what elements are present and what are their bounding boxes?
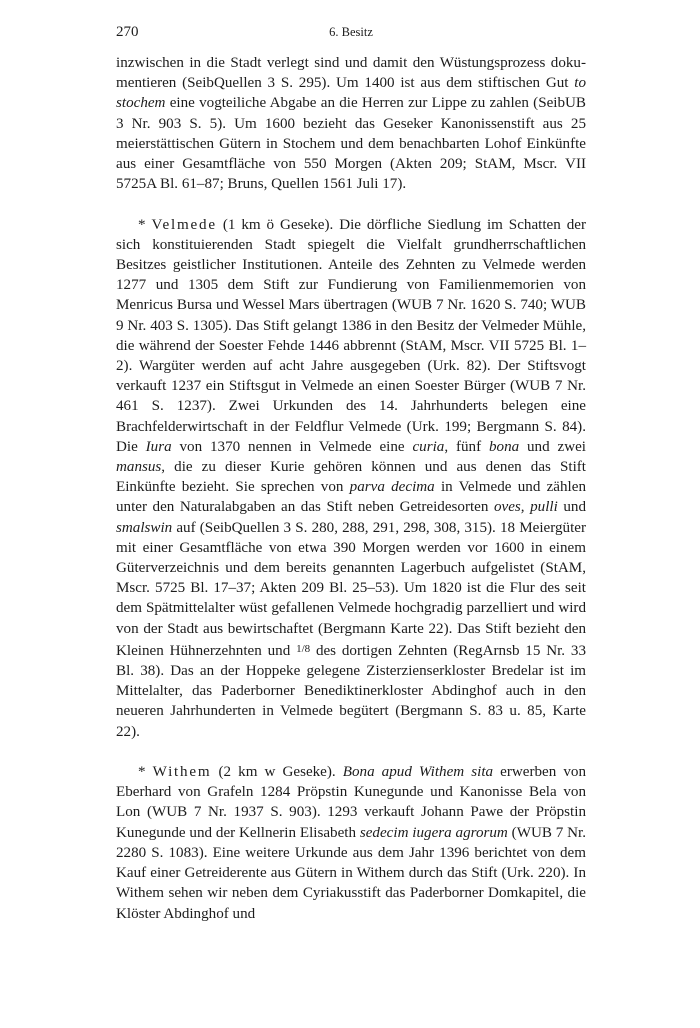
text-run: und zwei	[519, 438, 586, 455]
asterisk-marker: *	[138, 216, 152, 233]
asterisk-marker: *	[138, 764, 153, 781]
italic-term: sedecim iugera agrorum	[359, 824, 508, 841]
text-run: eine vogteiliche Abgabe an die Herren zur Lippe zu zahlen (SeibUB 3 Nr. 903 S. 5). Um 1600 bezieht das Geseker Kanonissenstift aus 25 meierstättischen Gütern in Stochem und dem benachbarten Lohof Einkünfte aus einer Gesamtfläche von 550 Morgen (Akten 209; StAM, Mscr. VII 5725A Bl. 61–87; Bruns, Quellen 1561 Juli 17).	[116, 95, 586, 193]
italic-term: Bona apud Withem sita	[342, 764, 494, 781]
italic-term: to stochem	[116, 75, 586, 112]
text-run: auf (SeibQuellen 3 S. 280, 288, 291, 298, 308, 315). 18 Meiergüter mit einer Gesamtfläche von etwa 390 Morgen werden vor 1600 in einem Güterverzeichnis und dem bereits genannten Lagerbuch aufgelistet (StAM, Mscr. 5725 Bl. 17–37; Akten 209 Bl. 25–53). Um 1820 ist die Flur des seit dem Spätmittelalter wüst gefallenen Velmede hochgradig parzelliert und wird von der Stadt aus bewirtschaftet (Bergmann Karte 22). Das Stift bezieht den Kleinen Hühnerzehnten und	[116, 519, 586, 659]
text-run: (2 km w Geseke).	[211, 764, 343, 781]
paragraph-stochem-continuation	[116, 53, 586, 194]
text-run: , fünf	[444, 438, 489, 455]
italic-term: parva decima	[349, 479, 435, 496]
italic-term: curia	[412, 438, 445, 455]
italic-term: mansus	[116, 459, 162, 476]
text-run: und	[557, 499, 586, 516]
italic-term: Iura	[145, 438, 172, 455]
text-run: (1 km ö Geseke). Die dörfliche Siedlung im Schatten der sich konstituierenden Stadt spiegelt die Vielfalt grundherrschaftlichen Besitzes geistlicher Institutionen. Anteile des Zehnten zu Velmede werden 1277 und 1305 dem Stift zur Fundierung von Familienmemorien von Menricus Bursa und Wessel Mars übertragen (WUB 7 Nr. 1620 S. 740; WUB 9 Nr. 403 S. 1305). Das Stift gelangt 1386 in den Besitz der Velmeder Mühle, die während der Soester Fehde 1446 abbrennt (StAM, Mscr. VII 5725 Bl. 1–2). Wargüter werden auf acht Jahre ausgegeben (Urk. 82). Der Stiftsvogt verkauft 1237 ein Stiftsgut in Velmede an einen Soester Bürger (WUB 7 Nr. 461 S. 1237). Zwei Urkunden des 14. Jahrhunderts belegen eine Brachfelderwirtschaft in der Feldflur Velmede (Urk. 199; Bergmann S. 84). Die	[116, 216, 586, 455]
running-head: 6. Besitz	[329, 25, 373, 39]
text-run: des dortigen Zehnten (RegArnsb 15 Nr. 33 Bl. 38). Das an der Hoppeke gelegene Zisterzienserkloster Bredelar ist im Mittelalter, das Paderborner Benediktinerkloster Abdinghof auch in den neueren Jahrhunderten in Velmede begütert (Bergmann S. 83 u. 85, Karte 22).	[116, 642, 586, 740]
text-run: von 1370 nennen in Velmede eine	[171, 438, 413, 455]
text-run: in Velmede und zählen unter den Naturalabgaben an das Stift neben Getreidesorten	[116, 479, 586, 516]
body-text	[116, 53, 586, 924]
fraction: 1/8	[296, 642, 311, 655]
paragraph-withem	[116, 762, 586, 924]
text-run: inzwischen in die Stadt verlegt sind und damit den Wüstungsprozess dokumentieren (SeibQuellen 3 S. 295). Um 1400 ist aus dem stiftischen Gut	[116, 55, 586, 92]
paragraph-velmede	[116, 215, 586, 742]
place-name: Withem	[152, 764, 212, 781]
italic-term: oves, pulli	[493, 499, 558, 516]
place-name: Velmede	[151, 216, 217, 233]
text-run: (WUB 7 Nr. 2280 S. 1083). Eine weitere Urkunde aus dem Jahr 1396 berichtet von dem Kauf einer Getreiderente aus Gütern in Withem durch das Stift (Urk. 220). In Withem sehen wir neben dem Cyriakusstift das Paderborner Domkapitel, die Klöster Abdinghof und	[116, 824, 587, 922]
text-run: , die zu dieser Kurie gehören können und aus denen das Stift Einkünfte bezieht. Sie sprechen von	[116, 459, 586, 496]
italic-term: smalswin	[116, 519, 173, 536]
page-number: 270	[116, 24, 139, 40]
text-run: erwerben von Eberhard von Grafeln 1284 Pröpstin Kunegunde und Kanonisse Bela von Lon (WUB 7 Nr. 1937 S. 903). 1293 verkauft Johann Pawe der Pröpstin Kunegunde und der Kellnerin Elisabeth	[116, 764, 586, 841]
italic-term: bona	[488, 438, 520, 455]
page-header	[116, 24, 586, 46]
